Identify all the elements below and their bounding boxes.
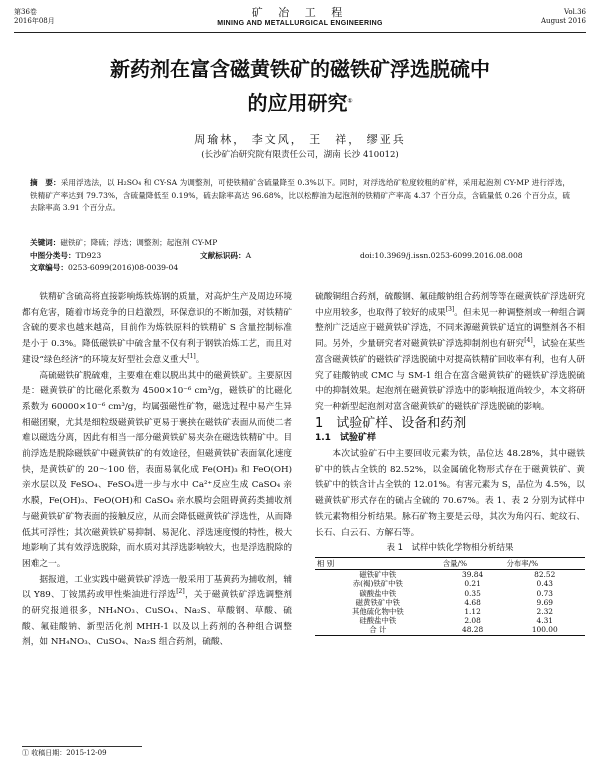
- paragraph-text: 硫酸铜组合药剂，硫酸钢、氟硅酸钠组合药剂等等在磁黄铁矿浮选研究中应用较多，也取得了较好的成果: [315, 292, 585, 318]
- volume-right: Vol.36: [564, 8, 586, 16]
- table-cell: 0.21: [464, 579, 481, 589]
- table-cell: 磁黄铁矿中铁: [355, 597, 401, 607]
- table-cell: 39.84: [462, 570, 484, 580]
- article-number: [30, 262, 570, 274]
- column-header: 分布率/%: [505, 557, 586, 569]
- table-cell: 4.68: [464, 597, 481, 607]
- table-total-row: [315, 625, 585, 635]
- title-footnote-mark: ①: [347, 97, 353, 105]
- keywords-label: 关键词：: [30, 238, 61, 247]
- header-right: [541, 8, 586, 26]
- keywords: [30, 237, 570, 249]
- paragraph: 高硫磁铁矿脱硫难，主要难在难以脱出其中的磁黄铁矿。主要原因是：磁黄铁矿的比磁化系数为 4500×10⁻⁶ cm³/g，磁铁矿的比磁化系数为 60000×10⁻⁶ cm³/g，均属强磁性矿物，磁选过程中易产生异相磁团聚，尤其是细粒级磁黄铁矿更易于裹挟在磁铁矿表面从而使二者难以磁选分离，因此有相当一部分磁黄铁矿易夹杂在磁选铁精矿中。目前浮选是脱除磁铁矿中磁黄铁矿的有效途径，但磁黄铁矿表面氧化速度快，是黄铁矿的 20～100 倍，表面易氧化成 Fe(OH)₃ 和 FeO(OH) 亲水层以及 FeSO₄、FeSO₄进一步与水中 Ca²⁺反应生成 CaSO₄ 亲水膜，Fe(OH)₃、FeO(OH)和 CaSO₄ 亲水膜均会阻碍黄药类捕收剂与磁黄铁矿矿物表面的接触反应，从而会降低磁黄铁矿浮选性，从而降低其可浮性；其次磁黄铁矿易抑制、易泥化、浮选速度慢的特性，极大地影响了其有效浮选脱除，而水质对其浮选影响较大，也是浮选脱除的困难之一。: [22, 370, 292, 569]
- keywords-text: 磁铁矿；降硫；浮选；调整剂；起泡剂 CY-MP: [60, 238, 218, 247]
- column-header: 相 别: [315, 557, 441, 569]
- authors: 周瑜林， 李文风， 王 祥， 缪亚兵: [194, 133, 406, 146]
- paragraph-text: ，关于磁黄铁矿浮选调整剂的研究报道很多，NH₄NO₃、CuSO₄、Na₂S、草酸钢、草酸、硫酸、氟硅酸钠、新型活化剂 MHH-1 以及以上药剂的各种组合调整剂，如 NH₄NO₃、CuSO₄、Na₂S 组合药剂，硫酸、: [22, 590, 292, 648]
- citation: [4]: [524, 337, 533, 345]
- header-center: [14, 6, 586, 28]
- header-divider: [14, 32, 586, 33]
- table-cell: 硅酸盐中铁: [359, 616, 397, 626]
- clc: [30, 250, 101, 262]
- clc-label: 中图分类号：: [30, 251, 76, 260]
- table-row: [315, 579, 585, 588]
- title-line-2: [40, 86, 560, 120]
- paragraph-text: ，试验在某些富含磁黄铁矿的磁铁矿浮选脱硫中对提高铁精矿回收率有利，也有人研究了硅酸钠或 CMC 与 SM-1 组合在富含磁黄铁矿的磁铁矿浮选脱硫中的抑制效果。起泡剂在磁黄铁矿浮选中的影响报道尚较少，本文将研究一种新型起泡剂对富含磁黄铁矿的磁铁矿浮选脱硫的影响。: [315, 339, 586, 412]
- table-row: [315, 598, 585, 607]
- abstract-text: 采用浮选法，以 H₂SO₄ 和 CY-SA 为调整剂，可使铁精矿含硫量降至 0.3%以下。同时，对浮选给矿粒度较粗的矿样，采用起泡剂 CY-MP 进行浮选，铁精矿产率达到 79.73%，含硫量降低至 0.19%，硫去除率高达 96.68%，比以松醇油为起泡剂的铁精矿产率高 4.37 个百分点，含硫量低 0.26 个百分点，硫去除率高 3.91 个百分点。: [30, 178, 570, 212]
- clc-value: TD923: [75, 251, 102, 260]
- phase-analysis-table: [315, 557, 585, 636]
- journal-name-en: MINING AND METALLURGICAL ENGINEERING: [217, 20, 383, 27]
- doi-value: 10.3969/j.issn.0253-6099.2016.08.008: [374, 251, 523, 260]
- doc-code-label: 文献标识码：: [200, 251, 246, 260]
- table-cell: 48.28: [441, 625, 505, 635]
- doi-label: doi:: [360, 251, 375, 260]
- date-right: August 2016: [541, 17, 586, 25]
- table-cell: 赤(褐)铁矿中铁: [352, 579, 403, 589]
- citation: [3]: [445, 305, 455, 313]
- subsection-heading: 1.1 试验矿样: [315, 433, 376, 444]
- table-row: [315, 570, 585, 580]
- table-cell: 82.52: [534, 570, 556, 580]
- footnote-divider: [22, 746, 142, 747]
- doi: [360, 250, 523, 262]
- paragraph: 本次试验矿石中主要回收元素为铁，品位达 48.28%，其中磁铁矿中的铁占全铁的 82.52%，以金属硫化物形式存在于磁黄铁矿、黄铁矿中的铁含计占全铁的 12.01%。有害元素为 S，品位为 4.5%，以磁黄铁矿形式存在的硫占全硫的 70.67%。表 1、表 2 分别为试样中铁元素物相分析结果。脉石矿物主要是云母，其次为角闪石、蛇纹石、长石、白云石、方解石等。: [315, 449, 585, 538]
- doc-code: [200, 250, 251, 262]
- table-cell: 0.73: [536, 588, 553, 598]
- table-cell: 1.12: [464, 606, 481, 616]
- table-cell: 磁铁矿中铁: [359, 570, 397, 580]
- table-cell: 9.69: [536, 597, 553, 607]
- title-line-1: 新药剂在富含磁黄铁矿的磁铁矿浮选脱硫中: [110, 57, 490, 81]
- journal-name-cn: 矿 冶 工 程: [251, 6, 349, 19]
- article-title: [40, 52, 560, 120]
- citation: [2]: [176, 588, 185, 596]
- abstract-label: 摘 要：: [30, 178, 61, 187]
- section-heading: 1 试验矿样、设备和药剂: [315, 415, 467, 431]
- doc-code-value: A: [245, 251, 252, 260]
- article-number-label: 文章编号：: [30, 263, 68, 272]
- table-cell: 其他硫化物中铁: [351, 606, 404, 616]
- abstract: [30, 177, 570, 215]
- table-header-row: [315, 557, 585, 569]
- table-row: [315, 589, 585, 598]
- table-cell: 碳酸盐中铁: [359, 588, 397, 598]
- table-cell: 0.35: [464, 588, 481, 598]
- table-cell: 合 计: [315, 625, 441, 635]
- paragraph-text: 据报道，工业实践中磁黄铁矿浮选一般采用丁基黄药为捕收剂，辅以 Y89、丁铵黑药或甲性柴油进行浮选: [22, 574, 292, 601]
- page-header: [14, 6, 586, 34]
- citation: [1]: [187, 352, 196, 360]
- paragraph-text: 。但未见一种调整剂或一种组合调整剂广泛适应于磁黄铁矿浮选，不同来源磁黄铁矿适宜的调整剂各不相同。另外，少量研究者对磁黄铁矿浮选抑制剂也有研究: [315, 307, 586, 350]
- volume-left: 第36卷: [14, 8, 37, 16]
- table-cell: 2.32: [536, 606, 553, 616]
- table-caption: 表 1 试样中铁化学物相分析结果: [386, 543, 514, 554]
- table-cell: 0.43: [536, 579, 553, 589]
- footnote: ① 收稿日期：2015-12-09: [22, 749, 107, 757]
- column-header: 含量/%: [441, 557, 505, 569]
- paragraph: 铁精矿含硫高将直接影响炼铁炼钢的质量，对高炉生产及周边环境都有危害，随着市场竞争的日趋激烈，环保意识的不断加强，对铁精矿含硫的要求也越来越高，目前作为炼铁原料的铁精矿 S 含量控制标准是小于 0.3%。降低磁铁矿中硫含量不仅有利于钢铁冶炼工艺，而且对建设“绿色经济”的环境友好型社会意义重大[1]。: [22, 292, 292, 365]
- article-number-value: 0253-6099(2016)08-0039-04: [67, 263, 179, 272]
- table-row: [315, 616, 585, 625]
- table-cell: 100.00: [505, 625, 586, 635]
- table-cell: 2.08: [464, 616, 481, 626]
- table-cell: 4.31: [536, 616, 553, 626]
- date-left: 2016年08月: [14, 17, 55, 25]
- paragraph: [22, 573, 292, 652]
- affiliation: (长沙矿冶研究院有限责任公司，湖南 长沙 410012): [201, 150, 399, 160]
- paragraph: [315, 290, 585, 416]
- table-row: [315, 607, 585, 616]
- left-column: [22, 290, 292, 651]
- paragraph-text: 铁精矿含硫高将直接影响炼铁炼钢的质量，对高炉生产及周边环境都有危害，随着市场竞争的日趋激烈，环保意识的不断加强，对铁精矿含硫的要求也越来越高，目前作为炼铁原料的铁精矿 S 含量控制标准是小于 0.3%。降低磁铁矿中硫含量不仅有利于钢铁冶炼工艺，而且对建设“绿色经济”的环境友好型社会意义重大: [22, 292, 292, 365]
- title-line-2-text: 的应用研究: [247, 91, 348, 115]
- right-column: [315, 290, 585, 636]
